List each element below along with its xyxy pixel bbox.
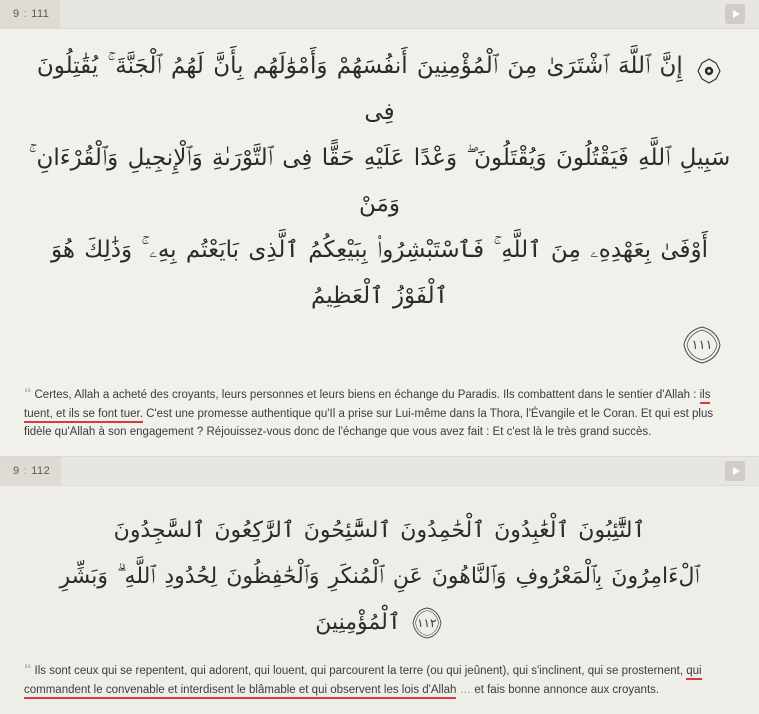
translation-ellipsis: … — [456, 684, 475, 697]
translation-part: C'est une promesse authentique qu'Il a prise sur Lui-même dans la Thora, l'Évangile et le Coran. Et qui est plus fidèle qu'Allah à son engagement ? Réjouissez-vous donc de l'échange que vous avez fait : Et c'est là le très grand succès. — [24, 407, 714, 439]
arabic-line: سَبِيلِ ٱللَّهِ فَيَقْتُلُونَ وَيُقْتَلُونَ ۖ وَعْدًا عَلَيْهِ حَقًّا فِى ٱلتَّوْرَىٰةِ وَٱلْإِنجِيلِ وَٱلْقُرْءَانِ ۚ وَمَنْ — [28, 145, 731, 217]
arabic-line: ٱلتَّٰٓئِبُونَ ٱلْعَٰبِدُونَ ٱلْحَٰمِدُونَ ٱلسَّٰٓئِحُونَ ٱلرَّٰكِعُونَ ٱلسَّٰجِدُونَ — [113, 517, 646, 543]
arabic-line-text: إِنَّ ٱللَّهَ ٱشْتَرَىٰ مِنَ ٱلْمُؤْمِنِينَ أَنفُسَهُمْ وَأَمْوَٰلَهُم بِأَنَّ لَهُمُ ٱلْجَنَّةَ ۚ يُقَٰتِلُونَ فِى — [36, 53, 683, 125]
arabic-line — [40, 600, 719, 646]
translation-highlight: qui commandent le convenable et interdisent le blâmable et qui observent les lois d'Allah — [24, 665, 702, 699]
reference-separator: : — [23, 8, 28, 20]
ayah-number-badge — [680, 325, 724, 365]
arabic-line-text: أَوْفَىٰ بِعَهْدِهِۦ مِنَ ٱللَّهِ ۚ فَٱسْتَبْشِرُوا۟ بِبَيْعِكُمُ ٱلَّذِى بَايَعْتُم بِهِۦ ۚ وَذَٰلِكَ هُوَ ٱلْفَوْزُ ٱلْعَظِيمُ — [50, 237, 709, 309]
surah-number: 9 — [13, 464, 20, 477]
translation-part: Ils sont ceux qui se repentent, qui adorent, qui louent, qui parcourent la terre (ou qui jeûnent), qui s'inclinent, qui se prosternent, — [34, 665, 687, 678]
verse-block-112 — [0, 457, 759, 714]
play-triangle — [733, 10, 740, 18]
verse-reference[interactable] — [0, 0, 60, 28]
ayah-marker-number: ١١١ — [691, 337, 713, 353]
play-triangle — [733, 467, 740, 475]
translation-112 — [0, 656, 759, 713]
ayah-number-badge — [410, 606, 444, 640]
surah-number: 9 — [13, 8, 20, 20]
ayah-number: 111 — [31, 8, 50, 20]
translation-111 — [0, 380, 759, 456]
verse-header — [0, 457, 759, 486]
reference-separator: : — [23, 464, 28, 477]
translation-highlight: ils tuent, et ils se font tuer. — [24, 389, 710, 423]
arabic-line — [28, 43, 731, 135]
translation-part: Certes, Allah a acheté des croyants, leurs personnes et leurs biens en échange du Paradis. Ils combattent dans le sentier d'Allah : — [34, 389, 700, 401]
arabic-line-text: ٱلْمُؤْمِنِينَ — [315, 610, 401, 636]
ayah-number: 112 — [31, 464, 51, 477]
play-icon[interactable] — [725, 4, 745, 24]
arabic-line — [28, 227, 731, 319]
arabic-text-111 — [0, 29, 759, 325]
ayah-marker-number: ١١٢ — [417, 616, 437, 631]
ornament-icon — [696, 54, 722, 80]
quote-icon: “ — [24, 661, 32, 679]
arabic-line: ٱلْءَامِرُونَ بِٱلْمَعْرُوفِ وَٱلنَّاهُونَ عَنِ ٱلْمُنكَرِ وَٱلْحَٰفِظُونَ لِحُدُودِ ٱللَّهِ ۗ وَبَشِّرِ — [59, 564, 700, 590]
arabic-text-112 — [0, 486, 759, 657]
ayah-end-marker-row — [0, 325, 759, 380]
translation-part: et fais bonne annonce aux croyants. — [474, 684, 660, 697]
quote-icon: “ — [24, 385, 32, 402]
verse-header — [0, 0, 759, 29]
verse-reference[interactable] — [0, 457, 61, 485]
play-icon[interactable] — [725, 461, 745, 481]
